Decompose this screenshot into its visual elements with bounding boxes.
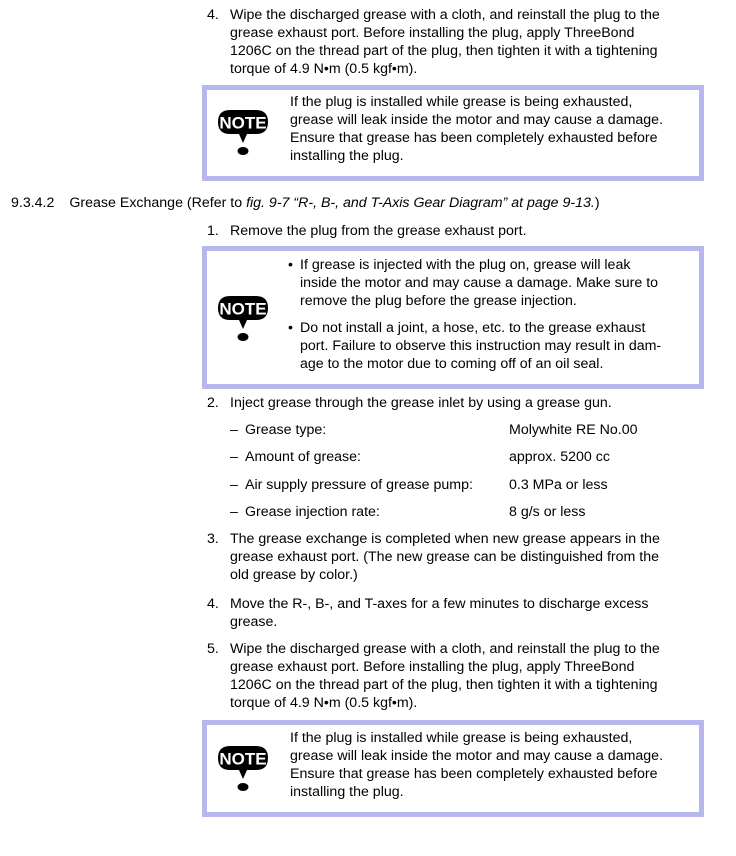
bullet-marker: • — [288, 257, 293, 273]
spec-label: Grease type: — [245, 422, 327, 438]
note-text-line: grease will leak inside the motor and may cause a damage. — [290, 748, 664, 764]
spec-value: Molywhite RE No.00 — [509, 422, 638, 438]
step-text-line: Inject grease through the grease inlet by using a grease gun. — [230, 395, 612, 411]
spec-value: approx. 5200 cc — [509, 449, 610, 465]
note-icon-label: NOTE — [219, 299, 267, 319]
spec-dash: – — [230, 504, 238, 520]
spec-dash: – — [230, 422, 238, 438]
step-text-line: Wipe the discharged grease with a cloth, and reinstall the plug to the — [230, 641, 660, 657]
step-text-line: torque of 4.9 N•m (0.5 kgf•m). — [230, 61, 418, 77]
step-text-line: Wipe the discharged grease with a cloth, and reinstall the plug to the — [230, 7, 660, 23]
note-text-line: grease will leak inside the motor and may cause a damage. — [290, 112, 664, 128]
step-number: 5. — [207, 641, 219, 657]
section-title: Grease Exchange — [69, 195, 183, 211]
spec-label: Amount of grease: — [245, 449, 361, 465]
section-number: 9.3.4.2 — [11, 195, 55, 211]
step-number: 4. — [207, 7, 219, 23]
note-icon — [214, 740, 272, 800]
step-text-line: 1206C on the thread part of the plug, then tighten it with a tightening — [230, 43, 658, 59]
step-text-line: The grease exchange is completed when new grease appears in the — [230, 531, 660, 547]
note-text-line: Do not install a joint, a hose, etc. to the grease exhaust — [300, 320, 646, 336]
note-text-line: port. Failure to observe this instruction may result in dam- — [300, 338, 662, 354]
step-text-line: grease exhaust port. Before installing the plug, apply ThreeBond — [230, 659, 635, 675]
note-text-line: inside the motor and may cause a damage. Make sure to — [300, 275, 659, 291]
section-ref-suffix: ) — [594, 195, 600, 211]
spec-value: 8 g/s or less — [509, 504, 586, 520]
note-text-line: installing the plug. — [290, 784, 404, 800]
step-number: 4. — [207, 596, 219, 612]
note-text-line: If the plug is installed while grease is being exhausted, — [290, 730, 633, 746]
step-text-line: grease exhaust port. Before installing the plug, apply ThreeBond — [230, 25, 635, 41]
step-number: 3. — [207, 531, 219, 547]
spec-value: 0.3 MPa or less — [509, 477, 608, 493]
step-text-line: 1206C on the thread part of the plug, then tighten it with a tightening — [230, 677, 658, 693]
step-text-line: Move the R-, B-, and T-axes for a few minutes to discharge excess — [230, 596, 649, 612]
step-text-line: old grease by color.) — [230, 567, 358, 583]
step-number: 1. — [207, 223, 219, 239]
note-icon — [214, 104, 272, 164]
note-icon-label: NOTE — [219, 113, 267, 133]
spec-label: Grease injection rate: — [245, 504, 380, 520]
step-number: 2. — [207, 395, 219, 411]
step-text-line: grease exhaust port. (The new grease can be distinguished from the — [230, 549, 660, 565]
step-text-line: Remove the plug from the grease exhaust port. — [230, 223, 527, 239]
note-text-line: installing the plug. — [290, 148, 404, 164]
section-ref-link[interactable]: fig. 9-7 “R-, B-, and T-Axis Gear Diagram” at page 9-13. — [246, 195, 595, 211]
spec-dash: – — [230, 477, 238, 493]
note-text-line: If the plug is installed while grease is being exhausted, — [290, 94, 633, 110]
note-text-line: age to the motor due to coming off of an oil seal. — [300, 356, 604, 372]
section-ref-prefix: (Refer to — [186, 195, 247, 211]
note-text-line: Ensure that grease has been completely exhausted before — [290, 766, 658, 782]
step-text-line: torque of 4.9 N•m (0.5 kgf•m). — [230, 695, 418, 711]
spec-label: Air supply pressure of grease pump: — [245, 477, 473, 493]
note-icon — [214, 290, 272, 350]
note-text-line: Ensure that grease has been completely exhausted before — [290, 130, 658, 146]
note-icon-label: NOTE — [219, 749, 267, 769]
spec-dash: – — [230, 449, 238, 465]
note-text-line: If grease is injected with the plug on, grease will leak — [300, 257, 631, 273]
note-text-line: remove the plug before the grease injection. — [300, 293, 577, 309]
step-text-line: grease. — [230, 614, 278, 630]
section-heading — [11, 194, 600, 212]
bullet-marker: • — [288, 320, 293, 336]
